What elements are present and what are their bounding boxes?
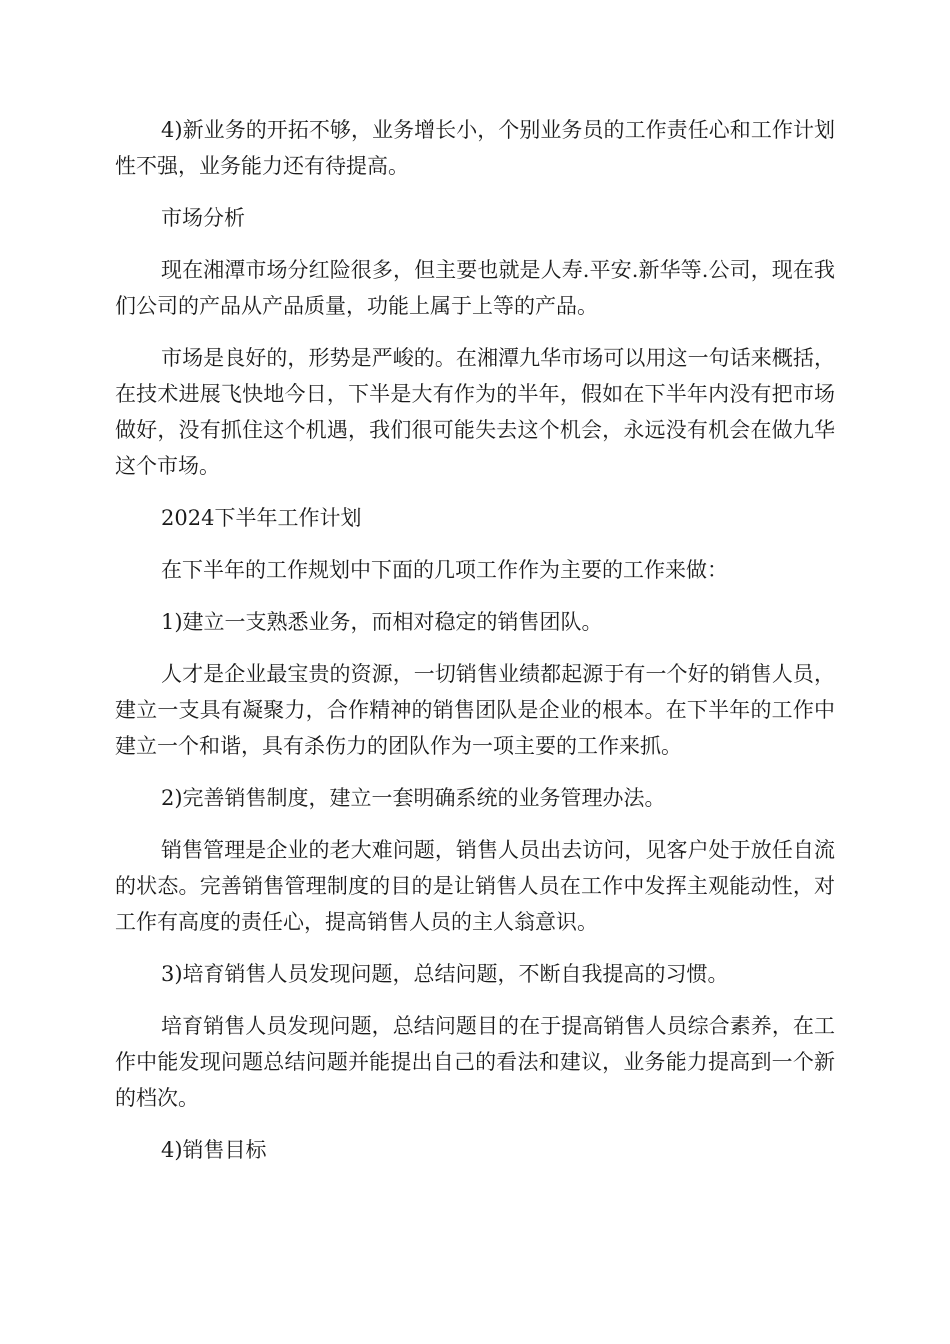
- document-body: [115, 112, 835, 1184]
- item-sales-target: 4)销售目标: [161, 1138, 267, 1162]
- item-sales-team: 1)建立一支熟悉业务，而相对稳定的销售团队。: [161, 610, 603, 634]
- paragraph-problem-habits: 培育销售人员发现问题，总结问题目的在于提高销售人员综合素养，在工作中能发现问题总结问题并能提出自己的看法和建议，业务能力提高到一个新的档次。: [115, 1014, 835, 1110]
- paragraph-sales-team: 人才是企业最宝贵的资源，一切销售业绩都起源于有一个好的销售人员，建立一支具有凝聚力，合作精神的销售团队是企业的根本。在下半年的工作中建立一个和谐，具有杀伤力的团队作为一项主要的工作来抓。: [115, 662, 835, 758]
- heading-market-analysis: 市场分析: [161, 206, 245, 230]
- paragraph-market-overview: 现在湘潭市场分红险很多，但主要也就是人寿.平安.新华等.公司，现在我们公司的产品从产品质量，功能上属于上等的产品。: [115, 258, 835, 318]
- item-sales-system: 2)完善销售制度，建立一套明确系统的业务管理办法。: [161, 786, 666, 810]
- heading-work-plan: 2024下半年工作计划: [161, 506, 362, 530]
- paragraph-new-business-issues: 4)新业务的开拓不够，业务增长小，个别业务员的工作责任心和工作计划性不强，业务能力还有待提高。: [115, 118, 835, 178]
- item-problem-habits: 3)培育销售人员发现问题，总结问题，不断自我提高的习惯。: [161, 962, 729, 986]
- paragraph-sales-system: 销售管理是企业的老大难问题，销售人员出去访问，见客户处于放任自流的状态。完善销售管理制度的目的是让销售人员在工作中发挥主观能动性，对工作有高度的责任心，提高销售人员的主人翁意识。: [115, 838, 835, 934]
- paragraph-market-situation: 市场是良好的，形势是严峻的。在湘潭九华市场可以用这一句话来概括，在技术进展飞快地今日，下半是大有作为的半年，假如在下半年内没有把市场做好，没有抓住这个机遇，我们很可能失去这个机会，永远没有机会在做九华这个市场。: [115, 346, 835, 478]
- paragraph-plan-intro: 在下半年的工作规划中下面的几项工作作为主要的工作来做：: [161, 558, 728, 582]
